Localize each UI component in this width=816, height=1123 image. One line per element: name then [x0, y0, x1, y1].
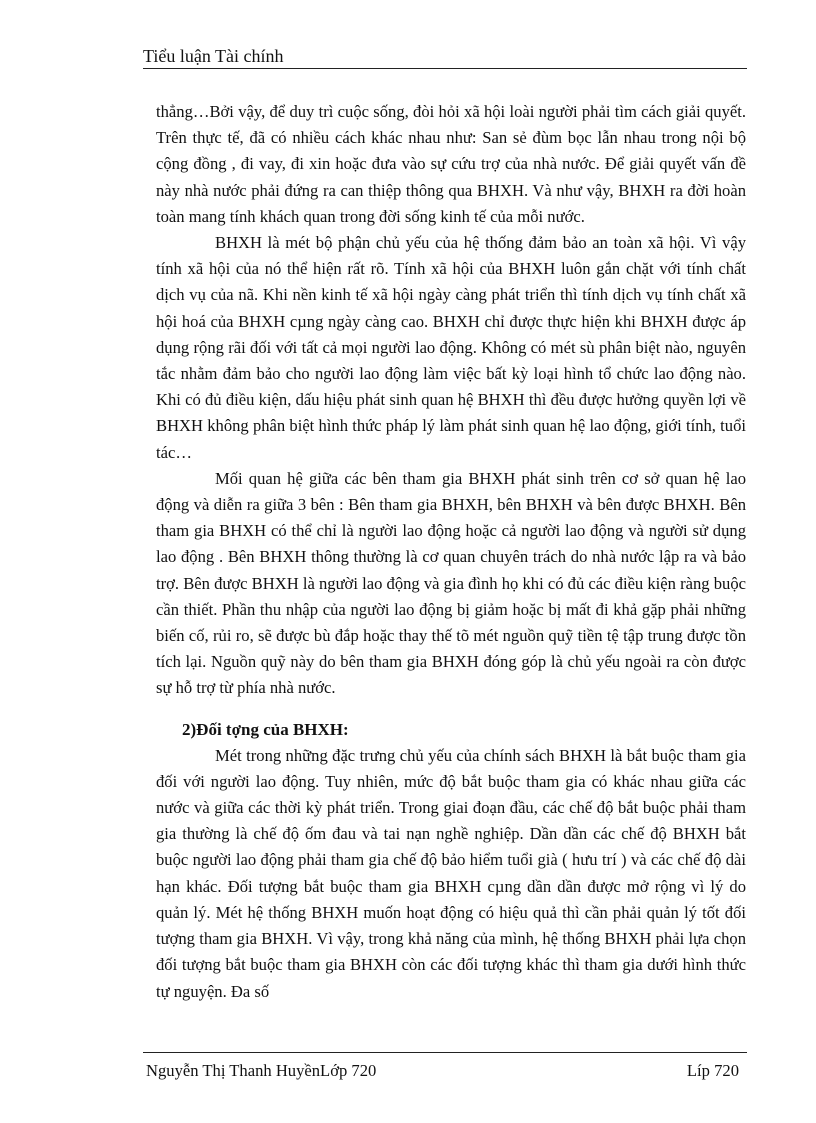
page-footer	[143, 1052, 747, 1080]
page-header	[143, 44, 747, 69]
footer-class: Líp 720	[686, 1061, 739, 1080]
paragraph: Mối quan hệ giữa các bên tham gia BHXH phát sinh trên cơ sở quan hệ lao động và diễn ra giữa 3 bên : Bên tham gia BHXH, bên BHXH và bên được BHXH. Bên tham gia BHXH có thể chỉ là người lao động hoặc cả người lao động và người sử dụng lao động . Bên BHXH thông thường là cơ quan chuyên trách do nhà nước lập ra và bảo trợ. Bên được BHXH là người lao động và gia đình họ khi có đủ các điều kiện ràng buộc cần thiết. Phần thu nhập của người lao động bị giảm hoặc bị mất đi khả gặp phải những biến cố, rủi ro, sẽ được bù đắp hoặc thay thế tõ mét nguồn quỹ tiền tệ tập trung được tồn tích lại. Nguồn quỹ này do bên tham gia BHXH đóng góp là chủ yếu ngoài ra còn được sự hỗ trợ từ phía nhà nước.	[156, 468, 746, 698]
paragraph: BHXH là mét bộ phận chủ yếu của hệ thống đảm bảo an toàn xã hội. Vì vậy tính xã hội của nó thể hiện rất rõ. Tính xã hội của BHXH luôn gắn chặt với tính chất dịch vụ của nã. Khi nền kinh tế xã hội ngày càng phát triển thì tính dịch vụ tính chất xã hội hoá của BHXH cµng ngày càng cao. BHXH chỉ được thực hiện khi BHXH được áp dụng rộng rãi đối với tất cả mọi người lao động. Không có mét sù phân biệt nào, nguyên tắc nhằm đảm bảo cho người lao động làm việc bất kỳ loại hình tổ chức lao động nào. Khi có đủ điều kiện, dấu hiệu phát sinh quan hệ BHXH thì đều được hưởng quyền lợi về BHXH không phân biệt hình thức pháp lý làm phát sinh quan hệ lao động, giới tính, tuổi tác…	[156, 233, 746, 462]
section-heading: 2)Đối tợng của BHXH:	[182, 719, 349, 739]
paragraph: thẳng…Bởi vậy, để duy trì cuộc sống, đòi hỏi xã hội loài người phải tìm cách giải quyết. Trên thực tế, đã có nhiều cách khác nhau như: San sẻ đùm bọc lẫn nhau trong nội bộ cộng đồng , đi vay, đi xin hoặc đưa vào sự cứu trợ của nhà nước. Để giải quyết vấn đề này nhà nước phải đứng ra can thiệp thông qua BHXH. Và như vậy, BHXH ra đời hoàn toàn mang tính khách quan trong đời sống kinh tế của mỗi nước.	[156, 102, 746, 226]
document-title: Tiểu luận Tài chính	[143, 46, 284, 66]
paragraph: Mét trong những đặc trưng chủ yếu của chính sách BHXH là bắt buộc tham gia đối với người lao động. Tuy nhiên, mức độ bắt buộc tham gia có khác nhau giữa các nước và giữa các thời kỳ phát triển. Trong giai đoạn đầu, các chế độ bắt buộc phải tham gia thường là chế độ ốm đau và tai nạn nghề nghiệp. Dần dần các chế độ BHXH bắt buộc người lao động phải tham gia chế độ bảo hiểm tuổi già ( hưu trí ) và các chế độ dài hạn khác. Đối tượng bắt buộc tham gia BHXH cµng dần dần được mở rộng vì lý do quản lý. Mét hệ thống BHXH muốn hoạt động có hiệu quả thì cần phải quản lý tốt đối tượng tham gia BHXH. Vì vậy, trong khả năng của mình, hệ thống BHXH phải lựa chọn đối tượng bắt buộc tham gia BHXH còn các đối tượng khác thì tham gia dưới hình thức tự nguyện. Đa số	[156, 745, 746, 1001]
footer-author: Nguyễn Thị Thanh HuyềnLớp 720	[146, 1061, 377, 1080]
document-body	[156, 99, 746, 1005]
